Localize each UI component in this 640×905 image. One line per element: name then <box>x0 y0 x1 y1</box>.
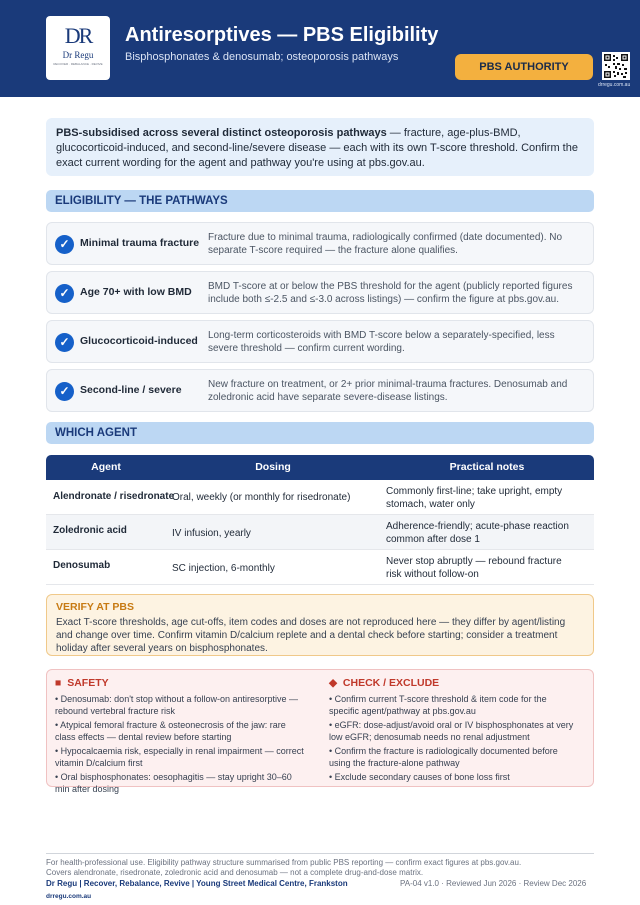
list-item: • Exclude secondary causes of bone loss first <box>329 772 510 782</box>
list-item: • Atypical femoral fracture & osteonecrosis of the jaw: rare class effects — dental review before starting <box>55 720 286 742</box>
check-exclude-heading: ◆ CHECK / EXCLUDE <box>329 677 440 689</box>
footer-disclaimer: For health-professional use. Eligibility pathway structure summarised from public PBS reporting — confirm exact figures at pbs.gov.au. <box>46 858 522 867</box>
pathway-description: New fracture on treatment, or 2+ prior minimal-trauma fractures. Denosumab and zoledronic acid have separate severe-disease listings. <box>208 379 568 403</box>
header-banner <box>0 0 640 97</box>
safety-check-panel <box>46 669 594 794</box>
diamond-icon: ◆ <box>329 677 338 689</box>
list-item: • Confirm current T-score threshold & item code for the specific agent/pathway at pbs.gov.au <box>329 694 547 716</box>
list-item: • eGFR: dose-adjust/avoid oral or IV bisphosphonates at very low eGFR; denosumab needs no renal adjustment <box>329 720 574 742</box>
dosing-cell: IV infusion, yearly <box>172 528 251 539</box>
column-header: Agent <box>91 461 121 473</box>
logo-name: Dr Regu <box>62 50 94 60</box>
check-list <box>329 694 579 787</box>
footer-url[interactable]: drregu.com.au <box>46 893 92 900</box>
logo-mark: DR <box>64 23 92 48</box>
footer-divider <box>46 853 594 854</box>
brand-logo <box>46 16 110 80</box>
list-item: • Confirm the fracture is radiologically documented before using the fracture-alone pathway <box>329 746 558 768</box>
column-header: Dosing <box>255 461 291 473</box>
intro-bold: PBS-subsidised across several distinct osteoporosis pathways <box>56 127 387 139</box>
footer-brand: Dr Regu | Recover, Rebalance, Revive | Young Street Medical Centre, Frankston <box>46 879 348 888</box>
verify-callout <box>46 594 594 656</box>
page-subtitle: Bisphosphonates & denosumab; osteoporosis pathways <box>125 51 399 63</box>
agent-cell: Alendronate / risedronate <box>53 491 175 502</box>
notes-cell: Never stop abruptly — rebound fracture risk without follow-on <box>386 556 562 580</box>
page-title: Antiresorptives — PBS Eligibility <box>125 24 439 46</box>
logo-tagline: RECOVER · REBALANCE · REVIVE <box>53 62 103 66</box>
agent-cell: Denosumab <box>53 560 111 571</box>
list-item: • Oral bisphosphonates: oesophagitis — stay upright 30–60 min after dosing <box>55 772 292 794</box>
notes-cell: Adherence-friendly; acute-phase reaction common after dose 1 <box>386 521 569 545</box>
agent-table-header <box>46 455 594 480</box>
intro-callout <box>46 118 594 176</box>
checkmark-icon: ✓ <box>55 333 74 352</box>
footer-coverage: Covers alendronate, risedronate, zoledronic acid and denosumab — not a complete drug-and-dose matrix. <box>46 868 424 877</box>
pathway-description: Long-term corticosteroids with BMD T-score below a separately-specified, less severe threshold — confirm current wording. <box>208 330 555 354</box>
safety-list <box>55 694 305 798</box>
pathway-description: Fracture due to minimal trauma, radiologically confirmed (date documented). No separate T-score required — the fracture alone qualifies. <box>208 232 563 256</box>
list-item: • Denosumab: don't stop without a follow-on antiresorptive — rebound vertebral fracture risk <box>55 694 298 716</box>
verify-text: Exact T-score thresholds, age cut-offs, item codes and doses are not reproduced here — they differ by agent/listing and change over time. Confirm vitamin D/calcium replete and a dental check before starting; consider a treatment holiday after several years on bisphosphonates. <box>56 617 566 654</box>
pathway-label: Age 70+ with low BMD <box>80 286 192 298</box>
qr-url-text: drregu.com.au <box>598 82 631 88</box>
dosing-cell: SC injection, 6-monthly <box>172 563 275 574</box>
which-agent-heading: WHICH AGENT <box>46 422 594 444</box>
checkmark-icon: ✓ <box>55 284 74 303</box>
pathway-description: BMD T-score at or below the PBS threshold for the agent (publicly reported figures include both ≤-2.5 and ≤-3.0 across listings) — confirm the figure at pbs.gov.au. <box>208 281 573 305</box>
eligibility-heading: ELIGIBILITY — THE PATHWAYS <box>46 190 594 212</box>
checkmark-icon: ✓ <box>55 235 74 254</box>
pathway-card <box>46 320 594 363</box>
pathway-label: Glucocorticoid-induced <box>80 335 198 347</box>
pathway-card <box>46 271 594 314</box>
table-row <box>46 550 594 585</box>
notes-cell: Commonly first-line; take upright, empty stomach, water only <box>386 486 563 510</box>
table-row <box>46 515 594 550</box>
verify-title: VERIFY AT PBS <box>56 601 134 613</box>
table-row <box>46 480 594 515</box>
checkmark-icon: ✓ <box>55 382 74 401</box>
pathway-card <box>46 222 594 265</box>
pathway-label: Second-line / severe <box>80 384 182 396</box>
pathway-label: Minimal trauma fracture <box>80 237 200 249</box>
qr-code-icon[interactable] <box>602 52 630 80</box>
list-item: • Hypocalcaemia risk, especially in renal impairment — correct vitamin D/calcium first <box>55 746 304 768</box>
pbs-authority-badge: PBS AUTHORITY <box>455 54 593 80</box>
pathway-card <box>46 369 594 412</box>
column-header: Practical notes <box>449 461 525 473</box>
square-icon: ■ <box>55 677 62 689</box>
footer-version: PA-04 v1.0 · Reviewed Jun 2026 · Review Dec 2026 <box>400 879 587 888</box>
agent-cell: Zoledronic acid <box>53 525 127 536</box>
dosing-cell: Oral, weekly (or monthly for risedronate) <box>172 492 351 503</box>
safety-heading: ■ SAFETY <box>55 677 109 689</box>
intro-text: — fracture, age-plus-BMD, glucocorticoid-induced, and second-line/severe disease — each with its own T-score threshold. Confirm the exact current wording for the agent and pathway you're using at pbs.gov.au. <box>56 127 578 169</box>
